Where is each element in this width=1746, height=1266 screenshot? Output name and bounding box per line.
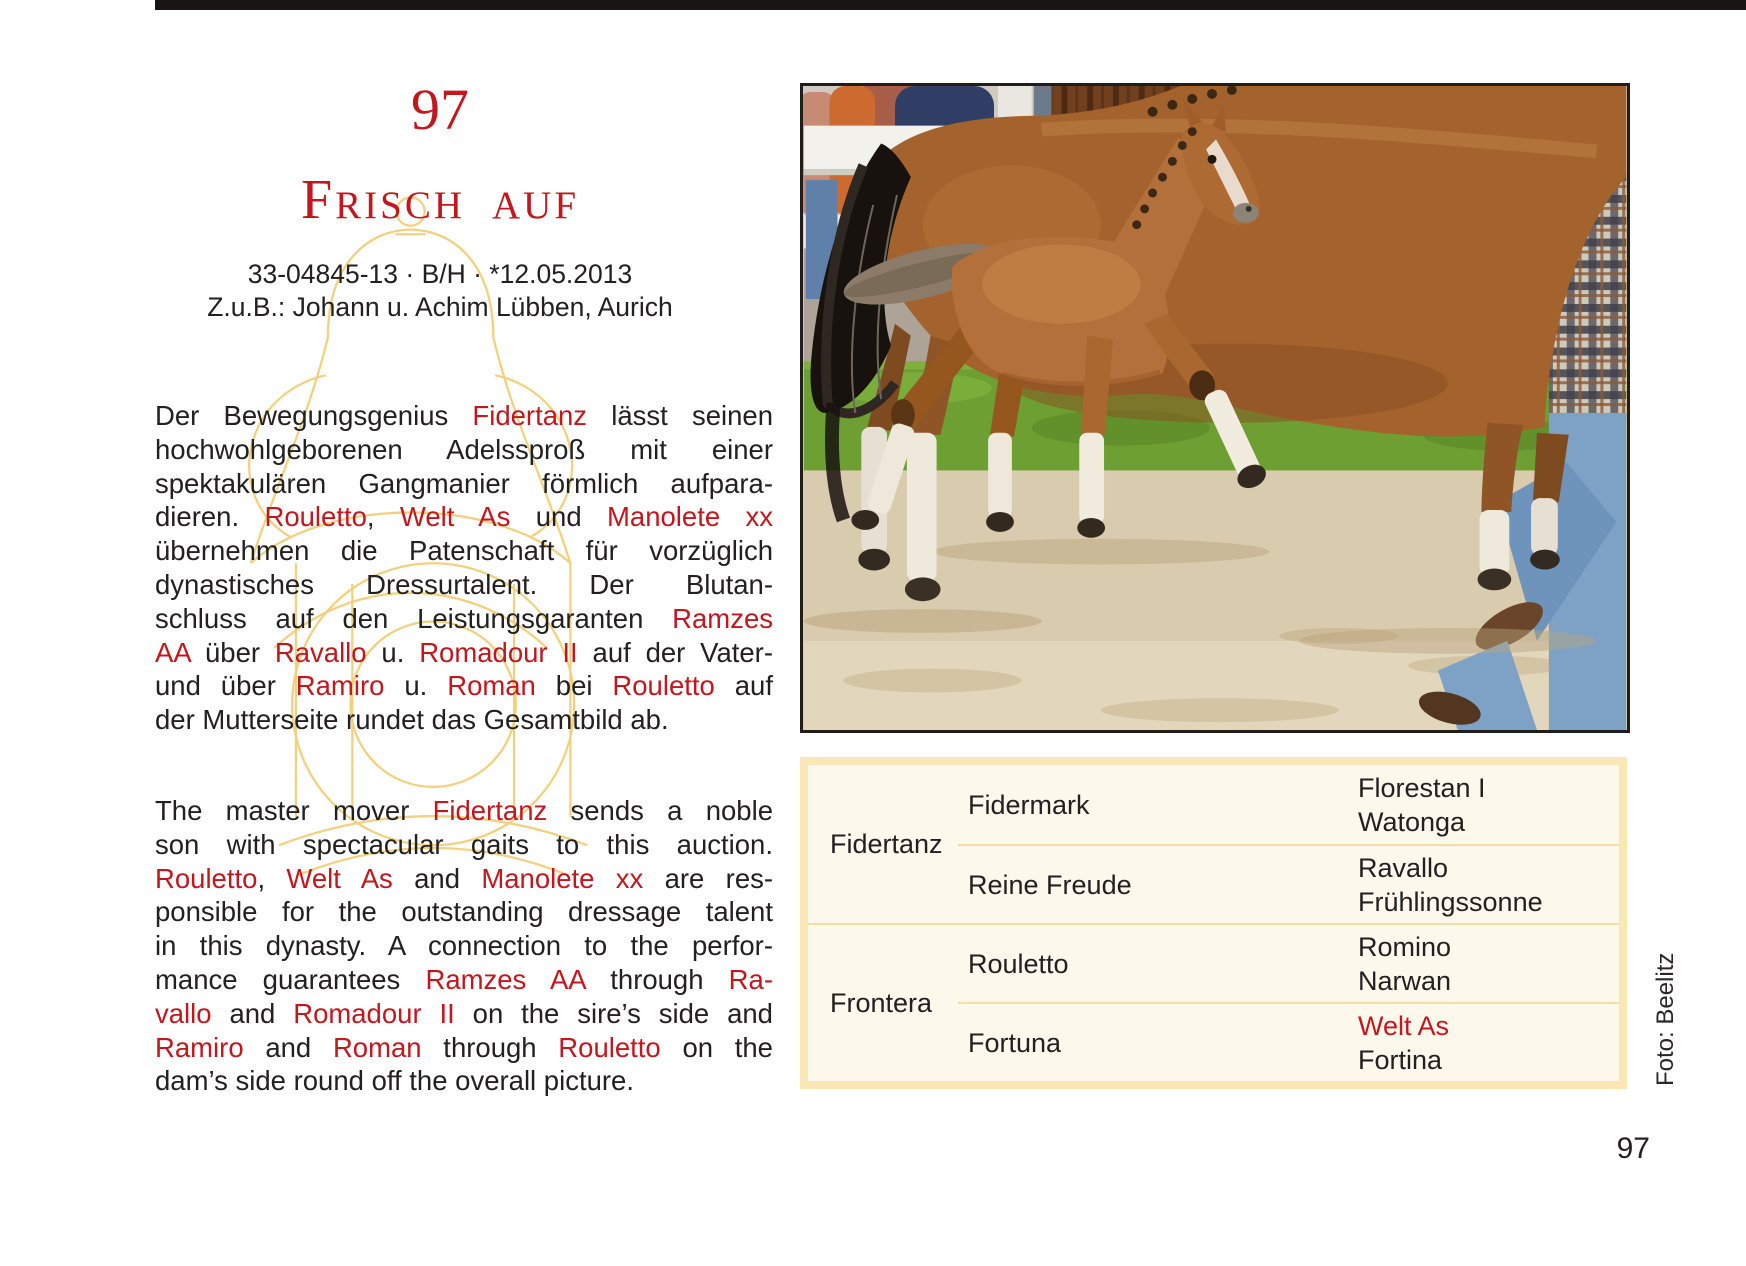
german-description-paragraph	[155, 399, 773, 737]
top-rule-bar	[155, 0, 1746, 10]
highlighted-horse-name: AA	[155, 636, 191, 668]
text-segment: schluss auf den Leistungsgaranten	[155, 602, 673, 634]
text-line	[155, 669, 773, 703]
highlighted-horse-name: Roman	[332, 1031, 422, 1063]
text-line	[155, 963, 773, 997]
text-segment: der Mutterseite rundet das Gesamtbild ab.	[155, 704, 669, 736]
photo-credit: Foto: Beelitz	[1652, 952, 1679, 1086]
text-line	[155, 433, 773, 467]
text-segment: son with spectacular gaits to this auction.	[155, 828, 773, 860]
text-segment: und	[510, 501, 607, 533]
text-line	[155, 895, 773, 929]
ground-shadow	[933, 539, 1270, 565]
highlighted-horse-name: Ramiro	[155, 1031, 244, 1063]
horse-photo	[800, 83, 1630, 733]
highlighted-horse-name: Roman	[447, 670, 536, 702]
pedigree-table	[800, 757, 1627, 1089]
text-segment: ponsible for the outstanding dressage talent	[155, 896, 773, 928]
pedigree-sire-dam: Reine Freude	[958, 844, 1346, 923]
registration-line: 33-04845-13 · B/H · *12.05.2013	[247, 259, 633, 289]
pedigree-grid	[808, 765, 1619, 1081]
text-segment: and	[392, 862, 482, 894]
text-line	[155, 862, 773, 896]
text-segment: and	[211, 997, 294, 1029]
text-segment: spektakulären Gangmanier förmlich aufpara-	[155, 467, 773, 499]
text-segment: are res-	[643, 862, 774, 894]
text-segment: u.	[366, 636, 420, 668]
grandparent-name: Narwan	[1358, 965, 1452, 996]
text-segment: through	[585, 963, 729, 995]
grandparent-name: Romino	[1358, 931, 1452, 962]
horse-name-title: Frisch auf	[300, 169, 580, 231]
grandparent-name: Welt As	[1358, 1010, 1450, 1041]
text-line	[155, 929, 773, 963]
text-segment: sends a noble	[547, 795, 773, 826]
pedigree-sire: Fidertanz	[830, 829, 943, 859]
text-segment: auf der Vater-	[577, 636, 774, 668]
ground-shadow	[804, 609, 1042, 633]
pedigree-dam-sire: Rouletto	[958, 923, 1346, 1002]
text-line	[155, 534, 773, 568]
text-segment: on the	[660, 1031, 773, 1063]
text-segment: ,	[257, 862, 287, 894]
grandparent-name: Frühlingssonne	[1358, 886, 1543, 917]
text-segment: und über	[155, 670, 296, 702]
pedigree-grandparents-4	[1346, 1002, 1619, 1081]
pedigree-grandparents-2	[1346, 844, 1619, 923]
text-line	[155, 636, 773, 670]
pedigree-dam: Frontera	[808, 923, 958, 1081]
highlighted-horse-name: Fidertanz	[432, 795, 548, 826]
text-segment: dieren.	[155, 501, 265, 533]
text-segment: Der Bewegungsgenius	[155, 400, 473, 431]
text-segment: in this dynasty. A connection to the perfor-	[155, 930, 773, 962]
text-line	[155, 703, 773, 737]
highlighted-horse-name: Welt As	[286, 862, 393, 894]
highlighted-horse-name: Ramiro	[295, 670, 385, 702]
text-line	[155, 399, 773, 433]
grandparent-name: Florestan I	[1358, 772, 1486, 803]
text-segment: lässt seinen	[587, 400, 773, 431]
highlighted-horse-name: Ramzes	[672, 602, 773, 634]
text-segment: u.	[384, 670, 448, 702]
highlighted-horse-name: Manolete xx	[481, 862, 644, 894]
text-segment: ,	[366, 501, 400, 533]
pedigree-sire-sire: Fidermark	[968, 789, 1090, 820]
text-line	[155, 794, 773, 828]
highlighted-horse-name: Manolete xx	[607, 501, 773, 533]
highlighted-horse-name: Fidertanz	[472, 400, 588, 431]
highlighted-horse-name: Welt As	[399, 501, 511, 533]
text-line	[155, 467, 773, 501]
text-segment: über	[190, 636, 275, 668]
text-segment: mance guarantees	[155, 963, 426, 995]
text-line	[155, 500, 773, 534]
highlighted-horse-name: Ramzes AA	[425, 963, 586, 995]
horse-photo-illustration	[803, 86, 1627, 730]
page-number: 97	[1616, 1132, 1650, 1165]
grandparent-name: Ravallo	[1358, 852, 1449, 883]
highlighted-horse-name: Rouletto	[155, 862, 258, 894]
text-line	[155, 828, 773, 862]
highlighted-horse-name: Rouletto	[612, 670, 715, 702]
pedigree-dam-dam: Fortuna	[958, 1002, 1346, 1081]
pedigree-grandparents-3	[1346, 923, 1619, 1002]
text-line	[155, 568, 773, 602]
highlighted-horse-name: Rouletto	[558, 1031, 661, 1063]
highlighted-horse-name: Ravallo	[274, 636, 367, 668]
grandparent-name: Watonga	[1358, 806, 1466, 837]
pedigree-grandparents-1	[1346, 765, 1619, 844]
english-description-paragraph	[155, 794, 773, 1098]
text-segment: auf	[714, 670, 773, 702]
text-line	[155, 1064, 773, 1098]
text-line	[155, 602, 773, 636]
ground-shadow	[1299, 628, 1596, 654]
text-segment: übernehmen die Patenschaft für vorzüglich	[155, 535, 773, 567]
highlighted-horse-name: vallo	[155, 997, 212, 1029]
owner-breeder-line: Z.u.B.: Johann u. Achim Lübben, Aurich	[207, 292, 673, 322]
highlighted-horse-name: Romadour II	[293, 997, 455, 1029]
text-segment: bei	[535, 670, 613, 702]
text-segment: The master mover	[155, 795, 433, 826]
highlighted-horse-name: Romadour II	[419, 636, 578, 668]
text-segment: hochwohlgeborenen Adelssproß mit einer	[155, 433, 773, 465]
lot-number: 97	[411, 77, 469, 142]
grandparent-name: Fortina	[1358, 1044, 1443, 1075]
text-segment: and	[243, 1031, 333, 1063]
text-line	[155, 1031, 773, 1065]
text-segment: dynastisches Dressurtalent. Der Blutan-	[155, 568, 773, 600]
text-line	[155, 997, 773, 1031]
text-segment: through	[421, 1031, 559, 1063]
highlighted-horse-name: Ra-	[728, 963, 773, 995]
text-segment: on the sire’s side and	[454, 997, 773, 1029]
highlighted-horse-name: Rouletto	[264, 501, 367, 533]
text-segment: dam’s side round off the overall picture.	[155, 1065, 634, 1097]
header-info-block	[125, 258, 755, 324]
